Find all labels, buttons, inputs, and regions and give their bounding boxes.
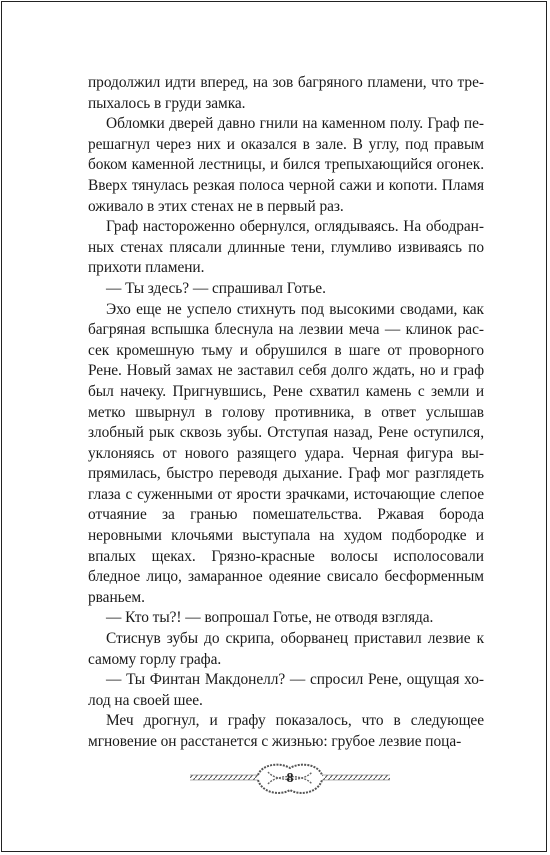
paragraph-8: — Ты Финтан Макдонелл? — спросил Рене, ощущая холод на своей шее. (88, 671, 484, 709)
paragraph-3: Граф настороженно обернулся, оглядываясь. На ободранных стенах плясали длинные тени, глумливо извиваясь по прихоти пламени. (88, 218, 484, 277)
paragraph-6: — Кто ты?! — вопрошал Готье, не отводя взгляда. (106, 609, 434, 627)
page-folio (190, 760, 390, 800)
book-text (88, 73, 484, 753)
paragraph-9: Меч дрогнул, и графу показалось, что в следующее мгновение он расстанется с жизнью: грубое лезвие поца- (88, 712, 484, 750)
paragraph-1: продолжил идти вперед, на зов багряного пламени, что трепыхалось в груди замка. (88, 74, 484, 112)
page-number: 8 (286, 771, 294, 786)
paragraph-2: Обломки дверей давно гнили на каменном полу. Граф перешагнул через них и оказался в зале. В углу, под правым боком каменной лестницы, и бился трепыхающийся огонек. Вверх тянулась резкая полоса черной сажи и копоти. Пламя оживало в этих стенах не в первый раз. (88, 115, 484, 215)
paragraph-5: Эхо еще не успело стихнуть под высокими сводами, как багряная вспышка блеснула на лезвии меча — клинок рассек кромешную тьму и обрушился в шаге от проворного Рене. Новый замах не заставил себя долго ждать, но и граф был начеку. Пригнувшись, Рене схватил камень с земли и метко швырнул в голову противника, в ответ услышав злобный рык сквозь зубы. Отступая назад, Рене оступился, уклоняясь от нового разящего удара. Черная фигура выпрямилась, быстро переводя дыхание. Граф мог разглядеть глаза с суженными от ярости зрачками, источающие слепое отчаяние за гранью помешательства. Ржавая борода неровными клочьями выступала на худом подбородке и впалых щеках. Грязно-красные волосы исполосовали бледное лицо, замаранное одеяние свисало бесформенным рваньем. (88, 300, 484, 606)
paragraph-7: Стиснув зубы до скрипа, оборванец приставил лезвие к самому горлу графа. (88, 630, 484, 668)
paragraph-4: — Ты здесь? — спрашивал Готье. (106, 279, 326, 297)
